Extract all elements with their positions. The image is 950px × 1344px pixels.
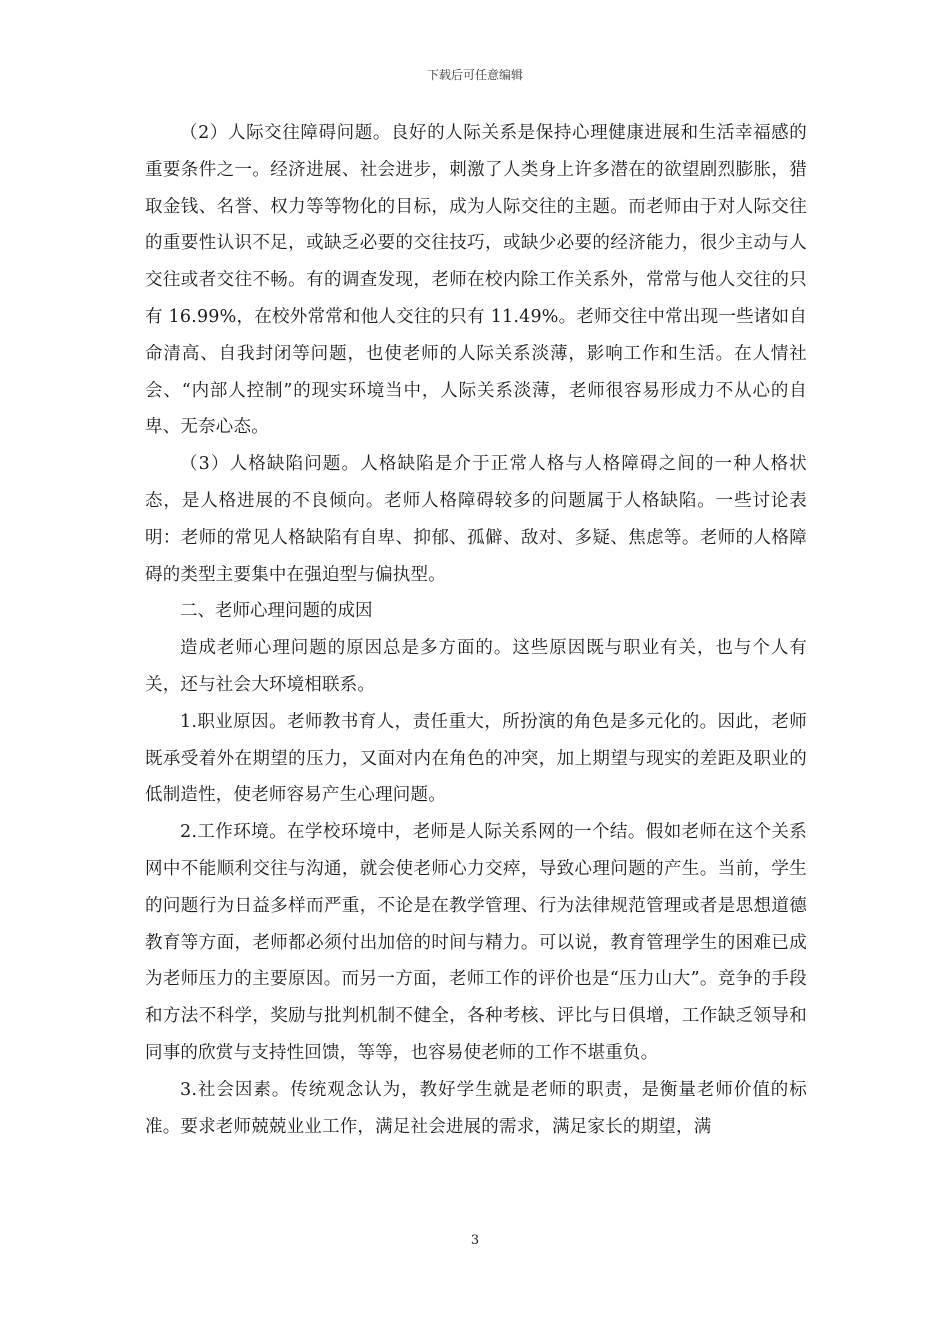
paragraph-causes-intro: 造成老师心理问题的原因总是多方面的。这些原因既与职业有关，也与个人有关，还与社会大环境相联系。 <box>145 638 807 695</box>
paragraph-interpersonal-barriers: （2）人际交往障碍问题。良好的人际关系是保持心理健康进展和生活幸福感的重要条件之一。经济进展、社会进步，刺激了人类身上许多潜在的欲望剧烈膨胀，猎取金钱、名誉、权力等等物化的目标，成为人际交往的主题。而老师由于对人际交往的重要性认识不足，或缺乏必要的交往技巧，或缺少必要的经济能力，很少主动与人交往或者交往不畅。有的调查发现，老师在校内除工作关系外，常常与他人交往的只有 16.99%，在校外常常和他人交往的只有 11.49%。老师交往中常出现一些诸如自命清高、自我封闭等问题，也使老师的人际关系淡薄，影响工作和生活。在人情社会、“内部人控制”的现实环境当中，人际关系淡薄，老师很容易形成力不从心的自卑、无奈心态。 <box>145 123 807 438</box>
section-heading-causes: 二、老师心理问题的成因 <box>180 601 373 622</box>
paragraph-work-environment: 2.工作环境。在学校环境中，老师是人际关系网的一个结。假如老师在这个关系网中不能顺利交往与沟通，就会使老师心力交瘁，导致心理问题的产生。当前，学生的问题行为日益多样而严重，不论是在教学管理、行为法律规范管理或者是思想道德教育等方面，老师都必须付出加倍的时间与精力。可以说，教育管理学生的困难已成为老师压力的主要原因。而另一方面，老师工作的评价也是“压力山大”。竞争的手段和方法不科学，奖励与批判机制不健全，各种考核、评比与日俱增，工作缺乏领导和同事的欣赏与支持性回馈，等等，也容易使老师的工作不堪重负。 <box>145 822 807 1063</box>
document-body <box>145 115 807 1145</box>
paragraph-personality-defects: （3）人格缺陷问题。人格缺陷是介于正常人格与人格障碍之间的一种人格状态，是人格进展的不良倾向。老师人格障碍较多的问题属于人格缺陷。一些讨论表明：老师的常见人格缺陷有自卑、抑郁、孤僻、敌对、多疑、焦虑等。老师的人格障碍的类型主要集中在强迫型与偏执型。 <box>145 454 807 585</box>
page-header: 下载后可任意编辑 <box>426 68 523 82</box>
page-number: 3 <box>470 1233 480 1248</box>
paragraph-social-factors: 3.社会因素。传统观念认为，教好学生就是老师的职责，是衡量老师价值的标准。要求老师兢兢业业工作，满足社会进展的需求，满足家长的期望，满 <box>145 1079 807 1137</box>
paragraph-occupational-reasons: 1.职业原因。老师教书育人，责任重大，所扮演的角色是多元化的。因此，老师既承受着外在期望的压力，又面对内在角色的冲突，加上期望与现实的差距及职业的低制造性，使老师容易产生心理问题。 <box>145 711 807 806</box>
